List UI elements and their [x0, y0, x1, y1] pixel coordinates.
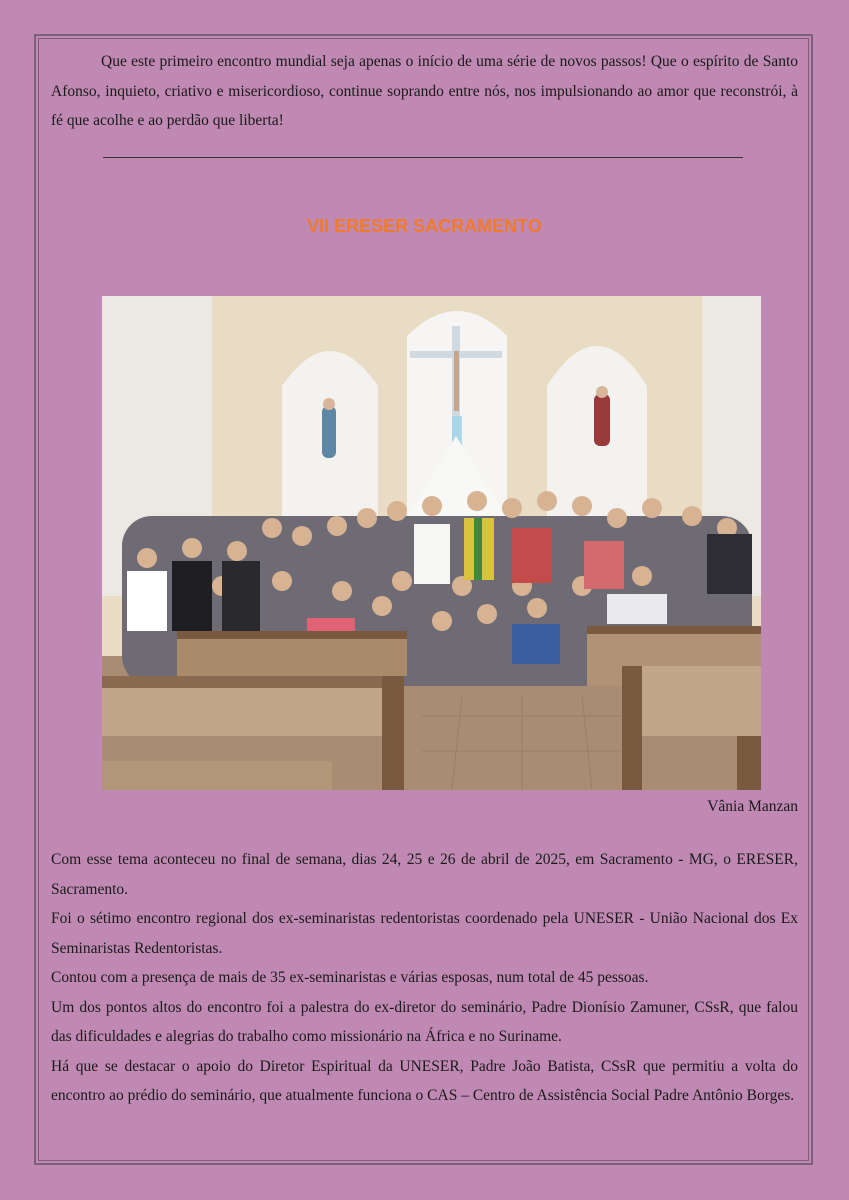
- paragraph: Contou com a presença de mais de 35 ex-seminaristas e várias esposas, num total de 45 pessoas.: [51, 969, 649, 986]
- paragraph: Com esse tema aconteceu no final de semana, dias 24, 25 e 26 de abril de 2025, em Sacramento - MG, o ERESER, Sacramento.: [51, 851, 798, 898]
- paragraph: Um dos pontos altos do encontro foi a palestra do ex-diretor do seminário, Padre Dionísio Zamuner, CSsR, que falou das dificuldades e alegrias do trabalho como missionário na África e no Suriname.: [51, 998, 798, 1045]
- paragraph: Foi o sétimo encontro regional dos ex-seminaristas redentoristas coordenado pela UNESER - União Nacional dos Ex Seminaristas Redentoristas.: [51, 910, 798, 957]
- section-heading: VII ERESER SACRAMENTO: [307, 216, 542, 236]
- photo-credit: Vânia Manzan: [707, 798, 798, 815]
- intro-paragraph: Que este primeiro encontro mundial seja apenas o início de uma série de novos passos! Que o espírito de Santo Afonso, inquieto, criativo e misericordioso, continue soprando entre nós, nos impulsionando ao amor que reconstrói, à fé que acolhe e ao perdão que liberta!: [51, 53, 798, 129]
- divider-line: [103, 157, 743, 158]
- article-body: [51, 845, 798, 1111]
- paragraph: Há que se destacar o apoio do Diretor Espiritual da UNESER, Padre João Batista, CSsR que permitiu a volta do encontro ao prédio do seminário, que atualmente funciona o CAS – Centro de Assistência Social Padre Antônio Borges.: [51, 1057, 798, 1104]
- group-photo: [102, 296, 761, 790]
